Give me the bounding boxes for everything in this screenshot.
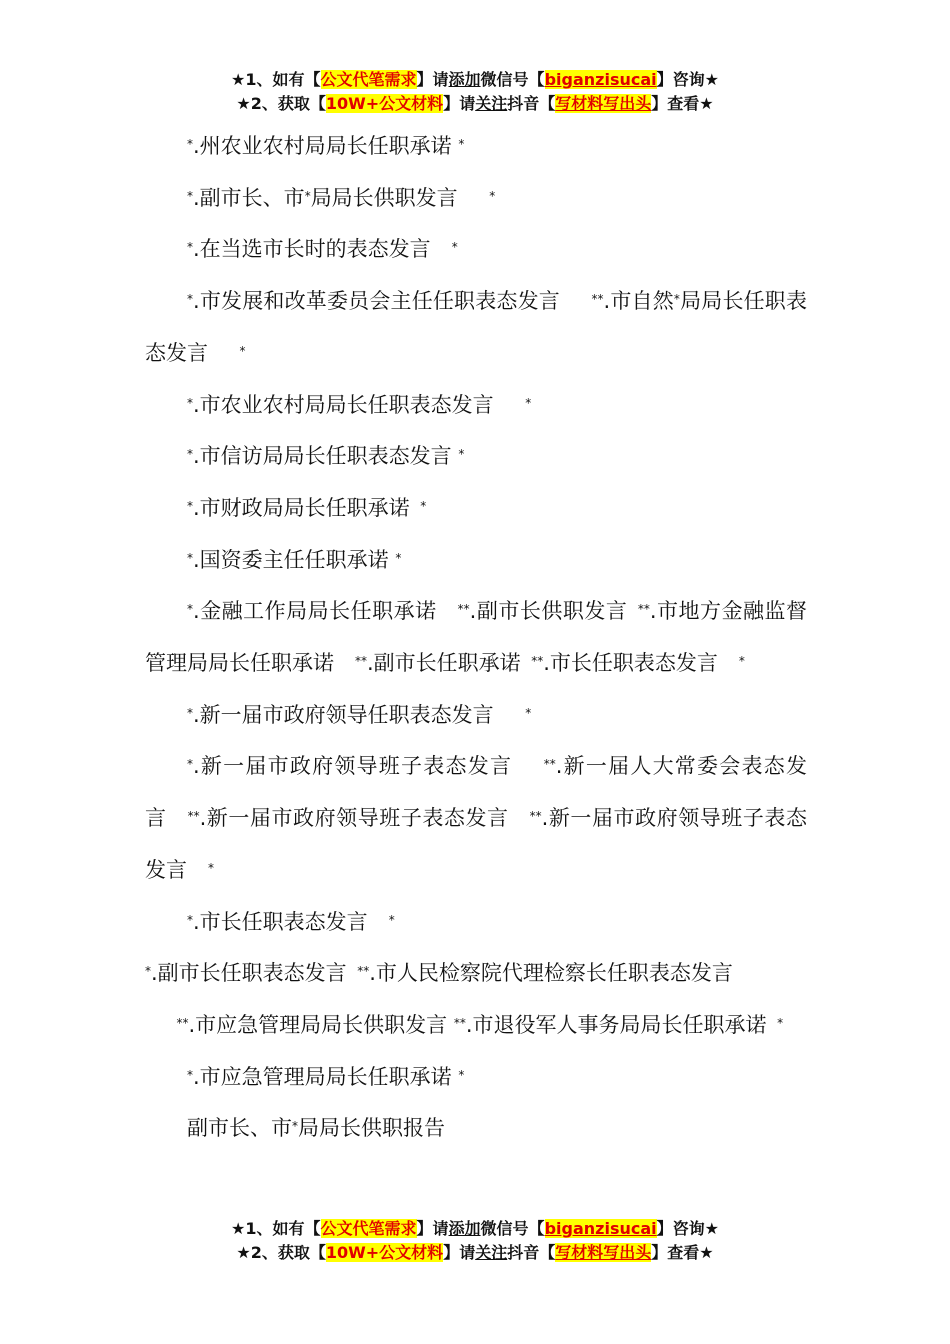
paragraph bbox=[145, 999, 807, 1051]
banner-highlight: 10W+公文材料 bbox=[325, 1243, 444, 1262]
footer-banner bbox=[0, 1217, 950, 1265]
list-item: .金融工作局局长任职承诺 bbox=[193, 599, 437, 624]
paragraph bbox=[145, 275, 807, 378]
asterisk-mark: * bbox=[187, 498, 193, 513]
asterisk-mark: * bbox=[395, 550, 402, 565]
list-item: .市信访局局长任职表态发言 bbox=[193, 444, 452, 469]
paragraph bbox=[145, 1102, 807, 1154]
asterisk-mark: * bbox=[187, 602, 193, 617]
banner-text: 】查看★ bbox=[651, 94, 714, 113]
asterisk-mark: * bbox=[187, 240, 193, 255]
banner-text: 抖音【 bbox=[507, 94, 556, 113]
banner-text: 】查看★ bbox=[651, 1243, 714, 1262]
banner-text: 】请 bbox=[416, 1219, 449, 1238]
banner-underline: 关注 bbox=[475, 1243, 508, 1262]
banner-text: ★2、获取【 bbox=[236, 94, 326, 113]
list-item: .副市长任职承诺 bbox=[367, 651, 521, 676]
document-body bbox=[145, 120, 807, 1154]
list-item: .新一届市政府领导任职表态发言 bbox=[193, 702, 494, 727]
list-item: .市发展和改革委员会主任任职表态发言 bbox=[193, 289, 560, 314]
asterisk-mark: * bbox=[458, 1067, 465, 1082]
asterisk-mark: * bbox=[187, 757, 193, 772]
asterisk-mark: * bbox=[738, 654, 745, 669]
asterisk-mark: * bbox=[777, 1015, 784, 1030]
list-item: .市人民检察院代理检察长任职表态发言 bbox=[369, 961, 733, 986]
asterisk-mark: * bbox=[673, 292, 680, 307]
paragraph bbox=[145, 379, 807, 431]
banner-line-2 bbox=[0, 1241, 950, 1265]
paragraph bbox=[145, 534, 807, 586]
banner-text: 】请 bbox=[443, 94, 476, 113]
asterisk-mark: * bbox=[525, 705, 532, 720]
banner-line-1 bbox=[0, 68, 950, 92]
banner-line-1 bbox=[0, 1217, 950, 1241]
list-item: 局局长供职发言 bbox=[310, 185, 458, 210]
banner-highlight: 公文代笔需求 bbox=[320, 1219, 417, 1238]
banner-text: 微信号【 bbox=[480, 1219, 545, 1238]
list-item: .新一届市政府领导班子表态发言 bbox=[145, 806, 807, 882]
douyin-account[interactable]: 写材料写出头 bbox=[555, 1243, 652, 1262]
asterisk-mark: * bbox=[304, 188, 311, 203]
asterisk-mark: * bbox=[187, 137, 193, 151]
banner-text: ★2、获取【 bbox=[236, 1243, 326, 1262]
asterisk-mark: * bbox=[388, 912, 395, 927]
list-item: .副市长供职发言 bbox=[469, 599, 628, 624]
list-item: .市退役军人事务局局长任职承诺 bbox=[465, 1012, 767, 1037]
asterisk-mark: * bbox=[239, 343, 246, 358]
list-item: 局局长供职报告 bbox=[298, 1116, 445, 1141]
asterisk-mark: * bbox=[187, 395, 193, 410]
list-item: .副市长、市 bbox=[193, 185, 305, 210]
asterisk-mark: ** bbox=[637, 602, 650, 617]
list-item: .市应急管理局局长供职发言 bbox=[188, 1012, 448, 1037]
asterisk-mark: * bbox=[187, 912, 193, 927]
list-item: .新一届市政府领导班子表态发言 bbox=[193, 754, 513, 779]
banner-text: ★1、如有【 bbox=[231, 1219, 321, 1238]
asterisk-mark: * bbox=[458, 137, 465, 151]
list-item: .市农业农村局局长任职表态发言 bbox=[193, 392, 494, 417]
banner-text: 】咨询★ bbox=[656, 70, 719, 89]
list-item: .新一届人大常委会表态发言 bbox=[145, 754, 807, 831]
asterisk-mark: ** bbox=[529, 809, 542, 824]
asterisk-mark: * bbox=[145, 964, 151, 979]
list-item: .市地方金融监督管理局局长任职承诺 bbox=[145, 599, 807, 676]
banner-underline: 添加 bbox=[448, 1219, 481, 1238]
asterisk-mark: ** bbox=[355, 654, 367, 669]
paragraph bbox=[145, 172, 807, 224]
list-item: .市自然 bbox=[603, 289, 674, 314]
asterisk-mark: ** bbox=[453, 1015, 466, 1030]
paragraph bbox=[145, 120, 807, 172]
list-item: .市长任职表态发言 bbox=[543, 651, 718, 676]
paragraph bbox=[145, 482, 807, 534]
header-banner bbox=[0, 68, 950, 116]
banner-underline: 添加 bbox=[448, 70, 481, 89]
asterisk-mark: ** bbox=[531, 654, 544, 669]
list-item: .州农业农村局局长任职承诺 bbox=[193, 134, 452, 158]
asterisk-mark: * bbox=[489, 188, 496, 203]
list-item: .市应急管理局局长任职承诺 bbox=[193, 1064, 452, 1089]
asterisk-mark: * bbox=[292, 1119, 298, 1134]
asterisk-mark: ** bbox=[176, 1015, 189, 1030]
asterisk-mark: ** bbox=[591, 292, 604, 307]
banner-line-2 bbox=[0, 92, 950, 116]
list-item: .市长任职表态发言 bbox=[193, 909, 368, 934]
asterisk-mark: * bbox=[187, 550, 193, 565]
wechat-id[interactable]: biganzisucai bbox=[544, 70, 657, 89]
asterisk-mark: * bbox=[525, 395, 532, 410]
paragraph bbox=[145, 947, 807, 999]
asterisk-mark: ** bbox=[457, 602, 470, 617]
banner-text: 】请 bbox=[416, 70, 449, 89]
asterisk-mark: * bbox=[458, 447, 465, 462]
list-item: .新一届市政府领导班子表态发言 bbox=[199, 806, 509, 831]
list-item: 局局长任职表态发言 bbox=[145, 289, 807, 365]
list-item: .在当选市长时的表态发言 bbox=[193, 237, 431, 262]
asterisk-mark: * bbox=[208, 860, 214, 875]
paragraph bbox=[145, 585, 807, 688]
asterisk-mark: * bbox=[420, 498, 427, 513]
banner-underline: 关注 bbox=[475, 94, 508, 113]
asterisk-mark: ** bbox=[187, 809, 200, 824]
wechat-id[interactable]: biganzisucai bbox=[544, 1219, 657, 1238]
paragraph bbox=[145, 896, 807, 948]
banner-text: 微信号【 bbox=[480, 70, 545, 89]
banner-highlight: 公文代笔需求 bbox=[320, 70, 417, 89]
banner-text: 】请 bbox=[443, 1243, 476, 1262]
banner-text: ★1、如有【 bbox=[231, 70, 321, 89]
douyin-account[interactable]: 写材料写出头 bbox=[555, 94, 652, 113]
paragraph bbox=[145, 740, 807, 895]
paragraph bbox=[145, 1051, 807, 1103]
asterisk-mark: * bbox=[187, 1067, 193, 1082]
paragraph bbox=[145, 430, 807, 482]
asterisk-mark: * bbox=[187, 188, 193, 203]
asterisk-mark: * bbox=[451, 240, 458, 255]
list-item: .副市长任职表态发言 bbox=[151, 961, 347, 986]
asterisk-mark: ** bbox=[357, 964, 370, 979]
list-item: 副市长、市 bbox=[187, 1116, 292, 1141]
list-item: .市财政局局长任职承诺 bbox=[193, 495, 410, 520]
paragraph bbox=[145, 689, 807, 741]
list-item: .国资委主任任职承诺 bbox=[193, 547, 389, 572]
asterisk-mark: * bbox=[187, 705, 193, 720]
banner-text: 抖音【 bbox=[507, 1243, 556, 1262]
asterisk-mark: ** bbox=[543, 757, 556, 772]
asterisk-mark: * bbox=[187, 292, 193, 307]
paragraph bbox=[145, 223, 807, 275]
asterisk-mark: * bbox=[187, 447, 193, 462]
banner-highlight: 10W+公文材料 bbox=[325, 94, 444, 113]
banner-text: 】咨询★ bbox=[656, 1219, 719, 1238]
